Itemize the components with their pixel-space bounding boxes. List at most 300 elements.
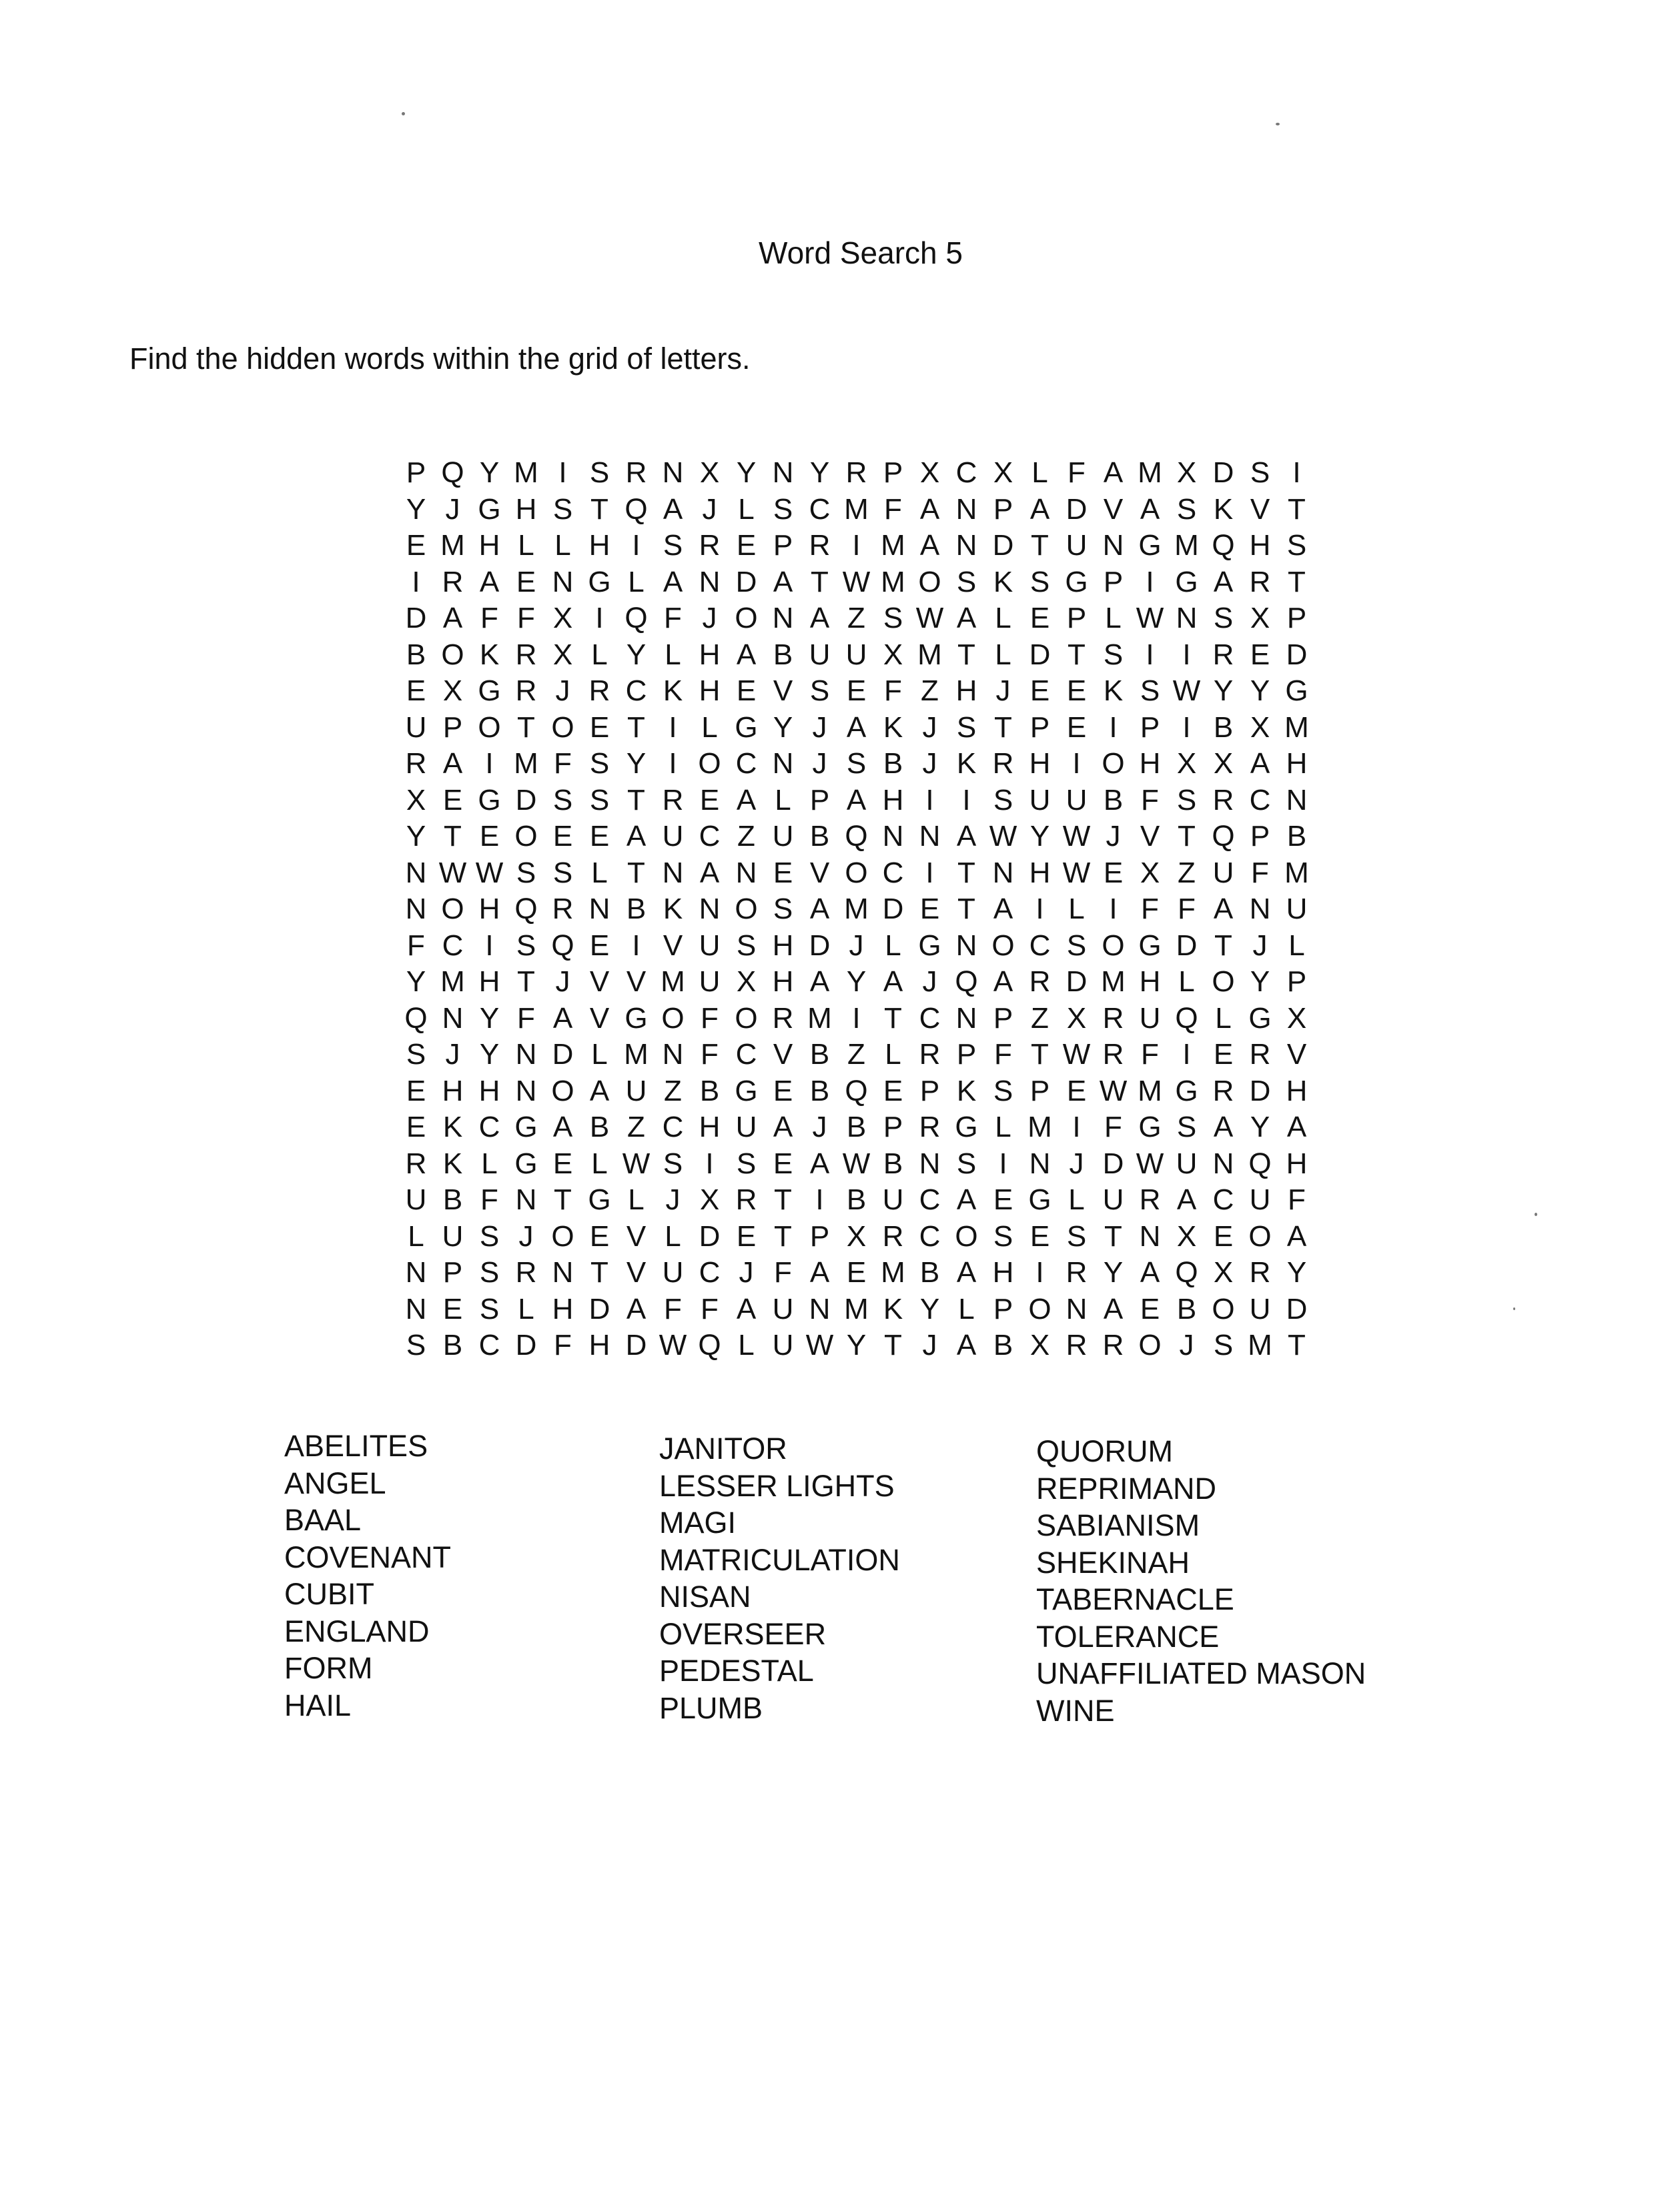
grid-letter: F <box>407 929 425 962</box>
grid-letter: N <box>1139 1219 1161 1253</box>
grid-letter: R <box>809 529 831 562</box>
grid-letter: S <box>1213 602 1234 634</box>
grid-letter: A <box>736 638 757 671</box>
grid-letter: Z <box>1178 856 1196 889</box>
grid-letter: A <box>736 783 757 816</box>
grid-letter: S <box>993 783 1013 816</box>
grid-letter: O <box>735 1001 758 1035</box>
grid-letter: D <box>1176 929 1198 962</box>
grid-letter: E <box>919 893 940 925</box>
grid-letter: X <box>1176 1219 1197 1253</box>
grid-letter: H <box>1029 856 1051 889</box>
grid-letter: A <box>589 1074 610 1107</box>
grid-letter: Z <box>847 1038 865 1071</box>
grid-letter: Z <box>1031 1001 1049 1035</box>
grid-letter: U <box>405 710 427 744</box>
grid-letter: U <box>662 820 684 853</box>
grid-letter: J <box>812 710 827 744</box>
grid-letter: E <box>589 929 610 962</box>
grid-letter: G <box>514 1147 538 1180</box>
grid-letter: B <box>883 1147 903 1180</box>
grid-letter: V <box>809 856 830 889</box>
grid-letter: I <box>705 1147 714 1180</box>
grid-letter: X <box>699 1183 720 1216</box>
grid-letter: U <box>1249 1183 1271 1216</box>
grid-letter: C <box>919 1219 941 1253</box>
grid-letter: R <box>1029 965 1051 998</box>
grid-letter: Y <box>626 638 647 671</box>
grid-letter: N <box>662 856 684 889</box>
grid-letter: V <box>589 965 610 998</box>
grid-letter: L <box>1068 1183 1085 1216</box>
grid-letter: D <box>1029 638 1051 671</box>
word-list-item: LESSER LIGHTS <box>659 1468 895 1503</box>
grid-letter: O <box>1248 1219 1272 1253</box>
grid-letter: O <box>441 638 464 671</box>
grid-letter: W <box>989 820 1017 853</box>
grid-letter: U <box>1249 1292 1271 1325</box>
grid-letter: A <box>1176 1183 1197 1216</box>
grid-letter: A <box>773 565 793 598</box>
grid-letter: S <box>479 1219 500 1253</box>
grid-letter: B <box>883 747 903 780</box>
grid-letter: S <box>736 1147 757 1180</box>
grid-letter: U <box>882 1183 904 1216</box>
grid-letter: V <box>1250 492 1270 526</box>
grid-letter: O <box>441 893 464 925</box>
grid-letter: Q <box>1248 1147 1272 1180</box>
grid-letter: L <box>665 1219 681 1253</box>
grid-letter: G <box>1138 1111 1162 1143</box>
grid-letter: C <box>478 1111 500 1143</box>
grid-letter: E <box>736 529 757 562</box>
grid-letter: T <box>627 856 645 889</box>
grid-letter: C <box>735 1038 757 1071</box>
grid-letter: Q <box>1212 820 1235 853</box>
grid-letter: I <box>852 1001 861 1035</box>
grid-letter: C <box>699 1256 721 1289</box>
grid-letter: P <box>442 710 463 744</box>
grid-letter: N <box>662 456 684 489</box>
grid-letter: N <box>882 820 904 853</box>
grid-letter: A <box>1286 1219 1307 1253</box>
grid-letter: N <box>992 856 1014 889</box>
grid-letter: R <box>1249 1256 1271 1289</box>
grid-letter: E <box>479 820 500 853</box>
grid-letter: T <box>590 1256 608 1289</box>
grid-letter: C <box>882 856 904 889</box>
grid-letter: F <box>1141 783 1159 816</box>
grid-letter: R <box>919 1111 941 1143</box>
grid-letter: N <box>1286 783 1308 816</box>
grid-letter: M <box>1284 856 1309 889</box>
grid-letter: M <box>881 529 905 562</box>
grid-letter: T <box>957 638 975 671</box>
grid-letter: K <box>1213 492 1234 526</box>
grid-letter: N <box>405 893 427 925</box>
grid-letter: O <box>955 1219 978 1253</box>
grid-letter: I <box>669 710 677 744</box>
grid-letter: F <box>1288 1183 1306 1216</box>
grid-letter: D <box>1066 965 1088 998</box>
grid-letter: P <box>883 1111 903 1143</box>
grid-letter: J <box>445 1038 460 1071</box>
grid-letter: T <box>1214 929 1232 962</box>
grid-letter: Q <box>404 1001 428 1035</box>
grid-letter: X <box>442 674 463 707</box>
grid-letter: A <box>809 965 830 998</box>
grid-letter: I <box>1035 1256 1044 1289</box>
grid-letter: O <box>735 893 758 925</box>
grid-letter: H <box>552 1292 574 1325</box>
grid-letter: S <box>552 783 573 816</box>
grid-letter: N <box>699 893 721 925</box>
grid-letter: S <box>663 1147 683 1180</box>
grid-letter: X <box>1176 747 1197 780</box>
grid-letter: R <box>1066 1329 1088 1361</box>
grid-letter: Y <box>773 710 793 744</box>
grid-letter: N <box>1176 602 1198 634</box>
grid-letter: E <box>773 1147 793 1180</box>
grid-letter: N <box>955 492 977 526</box>
grid-letter: Q <box>441 456 464 489</box>
grid-letter: R <box>699 529 721 562</box>
grid-letter: R <box>515 638 537 671</box>
grid-letter: L <box>408 1219 424 1253</box>
grid-letter: X <box>406 783 426 816</box>
grid-letter: I <box>1109 710 1118 744</box>
grid-letter: S <box>883 602 903 634</box>
grid-letter: P <box>993 1292 1013 1325</box>
grid-letter: P <box>919 1074 940 1107</box>
grid-letter: B <box>773 638 793 671</box>
grid-letter: X <box>1286 1001 1307 1035</box>
grid-letter: S <box>1140 674 1160 707</box>
grid-letter: U <box>1176 1147 1198 1180</box>
grid-letter: B <box>1286 820 1307 853</box>
grid-letter: J <box>849 929 864 962</box>
word-list-item: NISAN <box>659 1580 751 1614</box>
grid-letter: S <box>1176 1111 1197 1143</box>
grid-letter: Q <box>514 893 538 925</box>
grid-letter: O <box>1102 929 1125 962</box>
grid-letter: F <box>1141 1038 1159 1071</box>
grid-letter: S <box>993 1074 1013 1107</box>
grid-letter: R <box>442 565 464 598</box>
word-list-item: OVERSEER <box>659 1616 827 1651</box>
grid-letter: E <box>773 1074 793 1107</box>
grid-letter: Y <box>479 456 500 489</box>
grid-letter: R <box>1102 1038 1124 1071</box>
grid-letter: T <box>884 1001 902 1035</box>
grid-letter: J <box>995 674 1011 707</box>
grid-letter: X <box>1140 856 1160 889</box>
grid-letter: F <box>1251 856 1269 889</box>
grid-letter: U <box>772 1292 794 1325</box>
grid-letter: S <box>773 893 793 925</box>
grid-letter: A <box>1213 893 1234 925</box>
grid-letter: E <box>1140 1292 1160 1325</box>
grid-letter: P <box>1029 1074 1050 1107</box>
grid-letter: J <box>665 1183 681 1216</box>
grid-letter: A <box>809 893 830 925</box>
grid-letter: G <box>1175 565 1198 598</box>
grid-letter: R <box>515 1256 537 1289</box>
grid-letter: B <box>589 1111 610 1143</box>
grid-letter: O <box>478 710 501 744</box>
grid-letter: L <box>591 638 608 671</box>
grid-letter: C <box>919 1183 941 1216</box>
grid-letter: C <box>699 820 721 853</box>
grid-letter: D <box>882 893 904 925</box>
grid-letter: T <box>517 710 535 744</box>
grid-letter: E <box>1250 638 1270 671</box>
grid-letter: F <box>517 1001 535 1035</box>
grid-letter: T <box>774 1219 792 1253</box>
grid-letter: A <box>552 1001 573 1035</box>
grid-letter: U <box>809 638 831 671</box>
grid-letter: Y <box>479 1038 500 1071</box>
grid-letter: P <box>993 1001 1013 1035</box>
grid-letter: V <box>1103 492 1124 526</box>
grid-letter: C <box>442 929 464 962</box>
scan-speck <box>1276 123 1280 125</box>
grid-letter: D <box>625 1329 647 1361</box>
grid-letter: C <box>809 492 831 526</box>
grid-letter: Y <box>406 820 426 853</box>
grid-letter: B <box>406 638 426 671</box>
scan-speck <box>1513 1307 1515 1310</box>
grid-letter: A <box>1250 747 1270 780</box>
grid-letter: L <box>665 638 681 671</box>
grid-letter: U <box>735 1111 757 1143</box>
grid-letter: F <box>884 492 902 526</box>
grid-letter: F <box>1104 1111 1122 1143</box>
grid-letter: N <box>955 1001 977 1035</box>
grid-letter: Y <box>809 456 830 489</box>
grid-letter: X <box>552 602 573 634</box>
grid-letter: S <box>993 1219 1013 1253</box>
grid-letter: N <box>735 856 757 889</box>
grid-letter: K <box>956 747 977 780</box>
grid-letter: Q <box>624 492 648 526</box>
grid-letter: I <box>1035 893 1044 925</box>
grid-letter: M <box>1138 1074 1162 1107</box>
grid-letter: A <box>1029 492 1050 526</box>
grid-letter: F <box>664 1292 682 1325</box>
grid-letter: L <box>1105 602 1122 634</box>
grid-letter: W <box>842 1147 871 1180</box>
grid-letter: O <box>1138 1329 1162 1361</box>
grid-letter: Q <box>624 602 648 634</box>
grid-letter: A <box>736 1292 757 1325</box>
word-list-column-2 <box>659 1430 900 1726</box>
grid-letter: I <box>925 856 934 889</box>
grid-letter: G <box>1138 929 1162 962</box>
grid-letter: B <box>1176 1292 1197 1325</box>
grid-letter: S <box>406 1329 426 1361</box>
grid-letter: G <box>955 1111 978 1143</box>
grid-letter: I <box>852 529 861 562</box>
grid-letter: J <box>445 492 460 526</box>
grid-letter: L <box>554 529 571 562</box>
grid-letter: X <box>883 638 903 671</box>
grid-letter: S <box>846 747 867 780</box>
grid-letter: G <box>478 492 501 526</box>
grid-letter: D <box>1102 1147 1124 1180</box>
grid-letter: N <box>552 1256 574 1289</box>
grid-letter: Y <box>1029 820 1050 853</box>
grid-letter: N <box>1102 529 1124 562</box>
grid-letter: A <box>442 747 463 780</box>
grid-letter: S <box>1029 565 1050 598</box>
grid-letter: H <box>478 529 500 562</box>
grid-letter: F <box>517 602 535 634</box>
grid-letter: G <box>514 1111 538 1143</box>
grid-letter: L <box>591 1147 608 1180</box>
grid-letter: Z <box>847 602 865 634</box>
grid-letter: H <box>955 674 977 707</box>
grid-letter: R <box>1249 565 1271 598</box>
grid-letter: T <box>1288 492 1306 526</box>
grid-letter: U <box>1029 783 1051 816</box>
grid-letter: R <box>515 674 537 707</box>
grid-letter: X <box>1176 456 1197 489</box>
word-list-item: ABELITES <box>284 1429 428 1463</box>
grid-letter: S <box>1250 456 1270 489</box>
grid-letter: I <box>595 602 604 634</box>
grid-letter: N <box>1212 1147 1234 1180</box>
grid-letter: B <box>809 1074 830 1107</box>
grid-letter: U <box>662 1256 684 1289</box>
grid-letter: W <box>1172 674 1201 707</box>
grid-letter: Y <box>846 965 867 998</box>
grid-letter: E <box>406 674 426 707</box>
grid-letter: L <box>738 1329 755 1361</box>
grid-letter: A <box>442 602 463 634</box>
grid-letter: T <box>1104 1219 1122 1253</box>
grid-letter: A <box>883 965 903 998</box>
page-title: Word Search 5 <box>759 235 963 270</box>
grid-letter: L <box>738 492 755 526</box>
grid-letter: X <box>919 456 940 489</box>
grid-letter: J <box>922 747 937 780</box>
grid-letter: P <box>1140 710 1160 744</box>
grid-letter: B <box>1103 783 1124 816</box>
grid-letter: K <box>883 710 903 744</box>
grid-letter: S <box>1176 783 1197 816</box>
grid-letter: P <box>809 783 830 816</box>
grid-letter: T <box>444 820 462 853</box>
grid-letter: L <box>1288 929 1305 962</box>
grid-letter: L <box>1215 1001 1232 1035</box>
grid-letter: K <box>883 1292 903 1325</box>
grid-letter: N <box>405 1256 427 1289</box>
grid-letter: L <box>518 1292 534 1325</box>
grid-letter: Y <box>406 492 426 526</box>
grid-letter: T <box>1068 638 1086 671</box>
grid-letter: Y <box>1250 1111 1270 1143</box>
grid-letter: U <box>699 929 721 962</box>
grid-letter: I <box>925 783 934 816</box>
word-list-item: PEDESTAL <box>659 1654 814 1688</box>
grid-letter: L <box>628 1183 645 1216</box>
grid-letter: P <box>773 529 793 562</box>
grid-letter: M <box>1101 965 1126 998</box>
grid-letter: F <box>994 1038 1012 1071</box>
grid-letter: H <box>699 674 721 707</box>
grid-letter: A <box>919 529 940 562</box>
grid-letter: I <box>632 929 641 962</box>
grid-letter: L <box>958 1292 975 1325</box>
grid-letter: W <box>1099 1074 1128 1107</box>
grid-letter: D <box>1286 638 1308 671</box>
grid-letter: E <box>589 820 610 853</box>
grid-letter: S <box>552 492 573 526</box>
grid-letter: D <box>588 1292 610 1325</box>
grid-letter: S <box>479 1256 500 1289</box>
grid-letter: S <box>589 456 610 489</box>
grid-letter: H <box>478 1074 500 1107</box>
grid-letter: Q <box>955 965 978 998</box>
grid-letter: E <box>406 1074 426 1107</box>
grid-letter: O <box>918 565 941 598</box>
grid-letter: E <box>589 710 610 744</box>
grid-letter: Q <box>698 1329 721 1361</box>
grid-letter: K <box>442 1147 463 1180</box>
word-list-item: UNAFFILIATED MASON <box>1036 1656 1366 1690</box>
grid-letter: A <box>1213 1111 1234 1143</box>
grid-letter: G <box>1248 1001 1272 1035</box>
grid-letter: V <box>663 929 683 962</box>
grid-letter: B <box>626 893 647 925</box>
grid-letter: C <box>1029 929 1051 962</box>
grid-letter: E <box>442 1292 463 1325</box>
grid-letter: Y <box>1103 1256 1124 1289</box>
grid-letter: R <box>1212 783 1234 816</box>
grid-letter: E <box>516 565 536 598</box>
grid-letter: I <box>1182 710 1191 744</box>
grid-letter: V <box>626 965 647 998</box>
grid-letter: J <box>922 710 937 744</box>
grid-letter: O <box>551 1074 574 1107</box>
grid-letter: M <box>661 965 685 998</box>
grid-letter: M <box>1174 529 1199 562</box>
grid-letter: F <box>480 1183 498 1216</box>
grid-letter: I <box>1182 638 1191 671</box>
grid-letter: Q <box>845 1074 868 1107</box>
grid-letter: Y <box>846 1329 867 1361</box>
grid-letter: A <box>956 1256 977 1289</box>
word-list-item: MATRICULATION <box>659 1542 900 1577</box>
grid-letter: U <box>1066 783 1088 816</box>
grid-letter: R <box>625 456 647 489</box>
grid-letter: T <box>957 856 975 889</box>
grid-letter: S <box>479 1292 500 1325</box>
grid-letter: N <box>809 1292 831 1325</box>
grid-letter: A <box>956 1329 977 1361</box>
grid-letter: N <box>919 820 941 853</box>
grid-letter: E <box>736 674 757 707</box>
grid-letter: E <box>1029 1219 1050 1253</box>
grid-letter: N <box>588 893 610 925</box>
grid-letter: D <box>1066 492 1088 526</box>
grid-letter: H <box>442 1074 464 1107</box>
grid-letter: I <box>999 1147 1007 1180</box>
grid-letter: L <box>1031 456 1048 489</box>
grid-letter: C <box>625 674 647 707</box>
grid-letter: R <box>919 1038 941 1071</box>
